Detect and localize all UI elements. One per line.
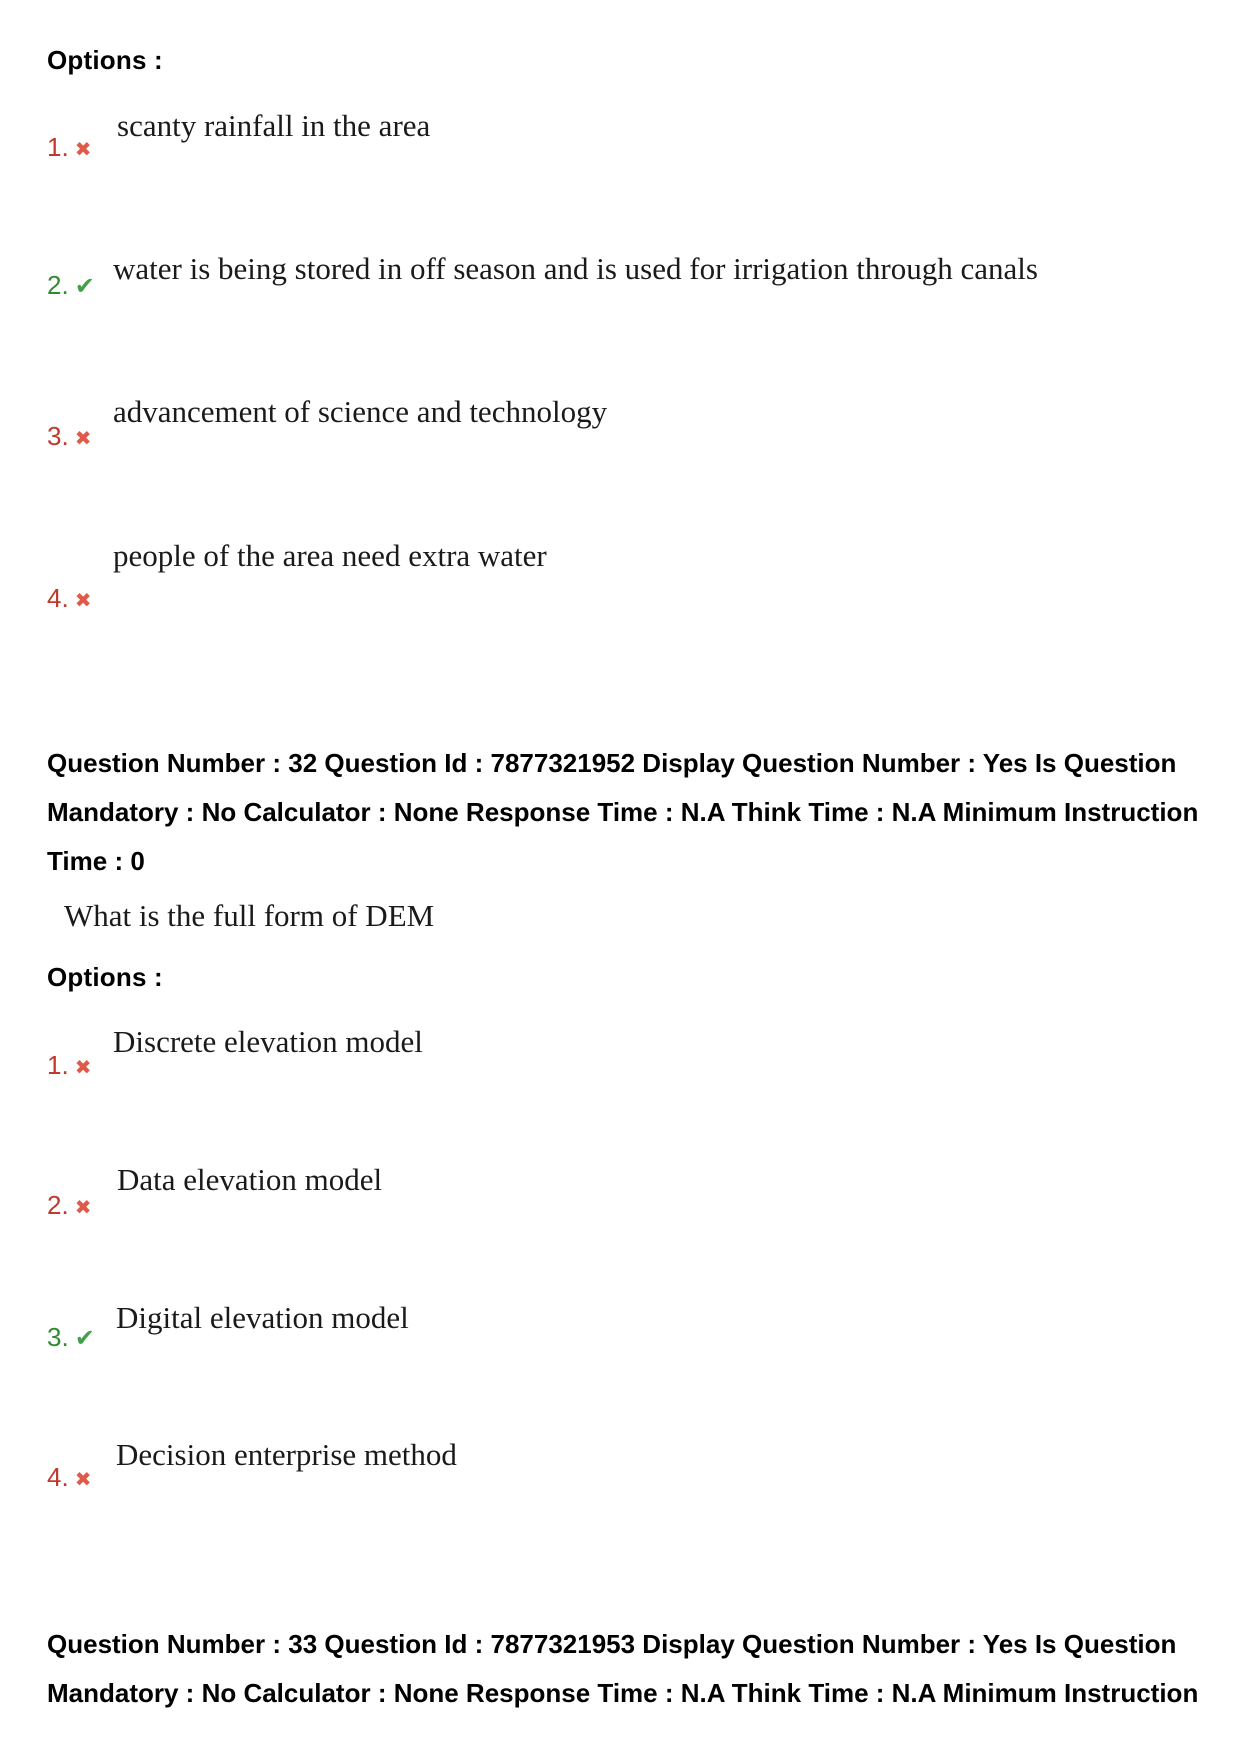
- cross-icon: ✖: [74, 1197, 92, 1219]
- option-2-marker: [47, 1190, 91, 1221]
- check-icon: ✔: [74, 273, 95, 300]
- option-4-marker: [47, 583, 91, 614]
- question-header-line: Mandatory : No Calculator : None Response Time : N.A Think Time : N.A Minimum Instruction: [47, 797, 1199, 827]
- options-label: Options :: [47, 45, 163, 75]
- option-number: 2.: [47, 270, 69, 300]
- question-32-text: What is the full form of DEM: [64, 898, 435, 933]
- option-4-text: Decision enterprise method: [116, 1437, 457, 1472]
- option-number: 4.: [47, 1462, 69, 1492]
- option-number: 4.: [47, 583, 69, 613]
- option-3-marker: [47, 1322, 95, 1353]
- option-number: 3.: [47, 421, 69, 451]
- cross-icon: ✖: [74, 1469, 92, 1491]
- question-header-line: Time : 0: [47, 846, 145, 876]
- question-33-header: [47, 1620, 1217, 1718]
- option-4-marker: [47, 1462, 91, 1493]
- option-2-marker: [47, 270, 95, 301]
- cross-icon: ✖: [74, 139, 92, 161]
- option-2-text: water is being stored in off season and is used for irrigation through canals: [113, 251, 1038, 286]
- question-header-line: Question Number : 32 Question Id : 7877321952 Display Question Number : Yes Is Question: [47, 748, 1177, 778]
- question-32-header: [47, 739, 1217, 886]
- option-number: 1.: [47, 132, 69, 162]
- option-2-text: Data elevation model: [117, 1162, 383, 1197]
- cross-icon: ✖: [74, 428, 92, 450]
- option-number: 2.: [47, 1190, 69, 1220]
- question-header-line: Question Number : 33 Question Id : 7877321953 Display Question Number : Yes Is Question: [47, 1629, 1177, 1659]
- option-3-text: advancement of science and technology: [113, 394, 608, 429]
- option-3-marker: [47, 421, 91, 452]
- cross-icon: ✖: [74, 590, 92, 612]
- option-1-text: Discrete elevation model: [113, 1024, 423, 1059]
- option-1-text: scanty rainfall in the area: [117, 108, 431, 143]
- check-icon: ✔: [74, 1325, 95, 1352]
- option-1-marker: [47, 1050, 91, 1081]
- option-number: 1.: [47, 1050, 69, 1080]
- question-header-line: Mandatory : No Calculator : None Response Time : N.A Think Time : N.A Minimum Instruction: [47, 1678, 1199, 1708]
- options-label: Options :: [47, 962, 163, 992]
- option-4-text: people of the area need extra water: [113, 538, 547, 573]
- cross-icon: ✖: [74, 1057, 92, 1079]
- option-number: 3.: [47, 1322, 69, 1352]
- option-3-text: Digital elevation model: [116, 1300, 409, 1335]
- option-1-marker: [47, 132, 91, 163]
